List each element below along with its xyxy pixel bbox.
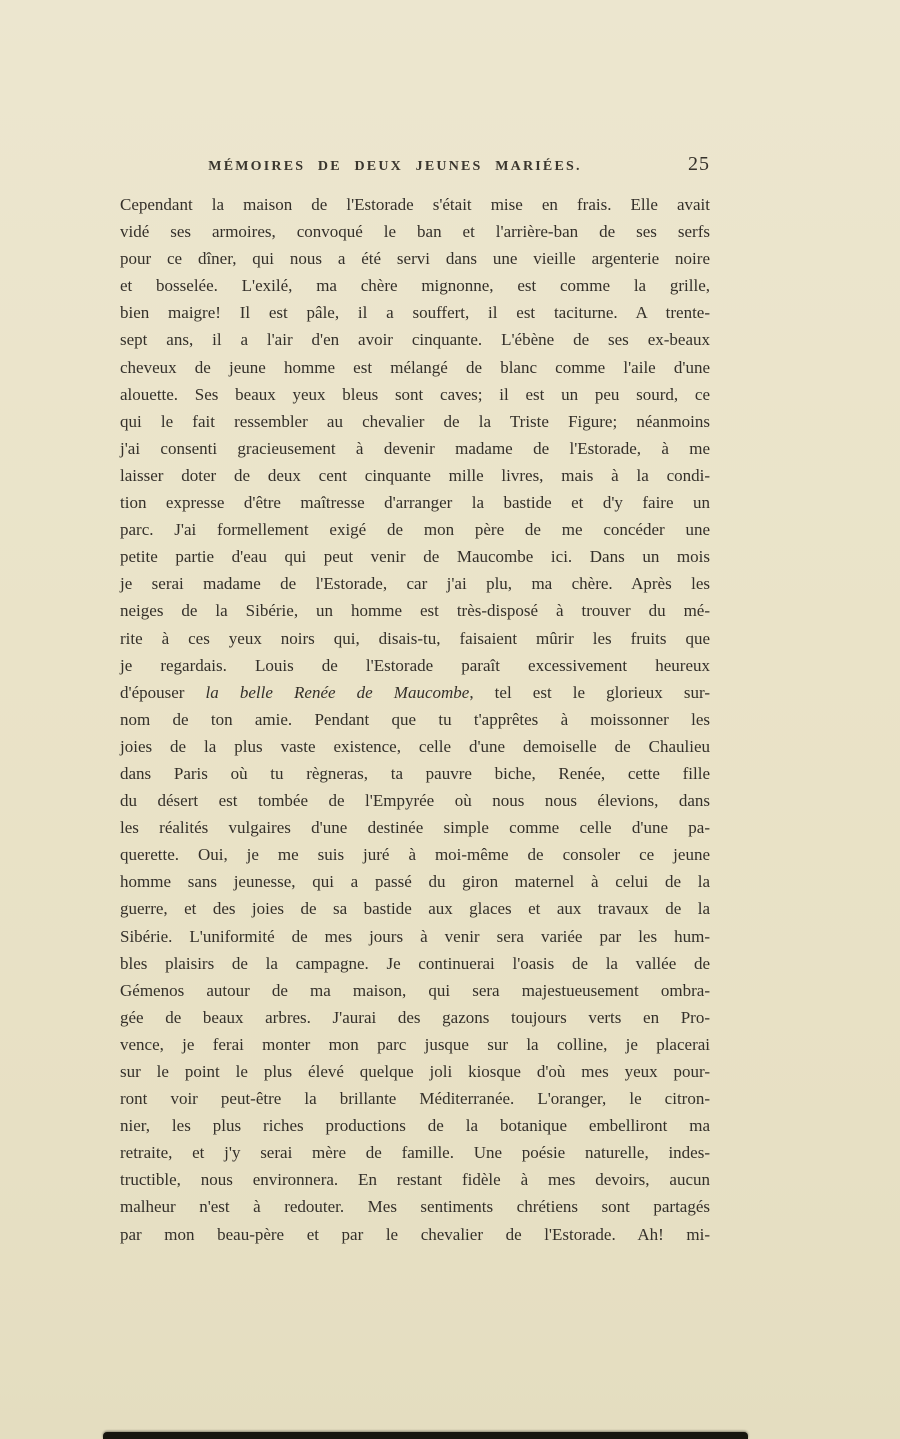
text-line: pour ce dîner, qui nous a été servi dans une vieille argenterie noire bbox=[120, 249, 710, 269]
text-line: guerre, et des joies de sa bastide aux glaces et aux travaux de la bbox=[120, 899, 710, 919]
text-line: joies de la plus vaste existence, celle d'une demoiselle de Chaulieu bbox=[120, 736, 710, 756]
scan-edge-artifact bbox=[103, 1432, 748, 1439]
text-line: nier, les plus riches productions de la botanique embelliront ma bbox=[120, 1116, 710, 1136]
text-line: nom de ton amie. Pendant que tu t'apprêtes à moissonner les bbox=[120, 709, 710, 729]
text-line: par mon beau-père et par le chevalier de l'Estorade. Ah! mi- bbox=[120, 1224, 710, 1244]
text-line: sur le point le plus élevé quelque joli kiosque d'où mes yeux pour- bbox=[120, 1062, 710, 1081]
text-line: qui le fait ressembler au chevalier de la Triste Figure; néanmoins bbox=[120, 411, 710, 431]
text-line: alouette. Ses beaux yeux bleus sont caves; il est un peu sourd, ce bbox=[120, 384, 710, 404]
text-line: malheur n'est à redouter. Mes sentiments chrétiens sont partagés bbox=[120, 1197, 710, 1217]
text-line: tructible, nous environnera. En restant fidèle à mes devoirs, aucun bbox=[120, 1170, 710, 1190]
text-line: Sibérie. L'uniformité de mes jours à venir sera variée par les hum- bbox=[120, 926, 710, 946]
text-line: les réalités vulgaires d'une destinée simple comme celle d'une pa- bbox=[120, 818, 710, 838]
text-segment: , tel est le glorieux sur- bbox=[469, 682, 710, 702]
text-segment: d'épouser bbox=[120, 682, 206, 702]
text-line: j'ai consenti gracieusement à devenir madame de l'Estorade, à me bbox=[120, 438, 710, 458]
text-line: bien maigre! Il est pâle, il a souffert, il est taciturne. A trente- bbox=[120, 303, 710, 323]
text-line: vence, je ferai monter mon parc jusque sur la colline, je placerai bbox=[120, 1034, 710, 1054]
text-line: bles plaisirs de la campagne. Je continuerai l'oasis de la vallée de bbox=[120, 953, 710, 973]
text-line: tion expresse d'être maîtresse d'arranger la bastide et d'y faire un bbox=[120, 493, 710, 513]
text-line: dans Paris où tu règneras, ta pauvre biche, Renée, cette fille bbox=[120, 763, 710, 783]
text-line: homme sans jeunesse, qui a passé du giron maternel à celui de la bbox=[120, 872, 710, 892]
text-line: et bosselée. L'exilé, ma chère mignonne, est comme la grille, bbox=[120, 276, 710, 296]
page-number: 25 bbox=[688, 153, 710, 175]
text-line: rite à ces yeux noirs qui, disais-tu, faisaient mûrir les fruits que bbox=[120, 628, 710, 648]
text-line: querette. Oui, je me suis juré à moi-même de consoler ce jeune bbox=[120, 845, 710, 865]
text-line: je serai madame de l'Estorade, car j'ai plu, ma chère. Après les bbox=[120, 574, 710, 594]
text-line: sept ans, il a l'air d'en avoir cinquante. L'ébène de ses ex-beaux bbox=[120, 330, 710, 350]
text-line: neiges de la Sibérie, un homme est très-disposé à trouver du mé- bbox=[120, 601, 710, 621]
text-line bbox=[120, 679, 710, 706]
italic-phrase: la belle Renée de Maucombe bbox=[205, 682, 470, 702]
text-line: parc. J'ai formellement exigé de mon père de me concéder une bbox=[120, 520, 710, 540]
body-text bbox=[120, 191, 710, 1248]
running-title: MÉMOIRES DE DEUX JEUNES MARIÉES. bbox=[208, 159, 582, 174]
text-line: Gémenos autour de ma maison, qui sera majestueusement ombra- bbox=[120, 980, 710, 1000]
text-line: du désert est tombée de l'Empyrée où nous nous élevions, dans bbox=[120, 791, 710, 811]
page-header bbox=[120, 153, 710, 182]
text-line: vidé ses armoires, convoqué le ban et l'arrière-ban de ses serfs bbox=[120, 222, 710, 242]
text-line: gée de beaux arbres. J'aurai des gazons toujours verts en Pro- bbox=[120, 1007, 710, 1027]
text-line: cheveux de jeune homme est mélangé de blanc comme l'aile d'une bbox=[120, 357, 710, 377]
text-line: ront voir peut-être la brillante Méditerranée. L'oranger, le citron- bbox=[120, 1089, 710, 1109]
text-line: laisser doter de deux cent cinquante mille livres, mais à la condi- bbox=[120, 465, 710, 485]
text-line: je regardais. Louis de l'Estorade paraît excessivement heureux bbox=[120, 655, 710, 675]
text-line: retraite, et j'y serai mère de famille. Une poésie naturelle, indes- bbox=[120, 1143, 710, 1163]
text-line: petite partie d'eau qui peut venir de Maucombe ici. Dans un mois bbox=[120, 547, 710, 567]
text-line: Cependant la maison de l'Estorade s'était mise en frais. Elle avait bbox=[120, 195, 710, 214]
